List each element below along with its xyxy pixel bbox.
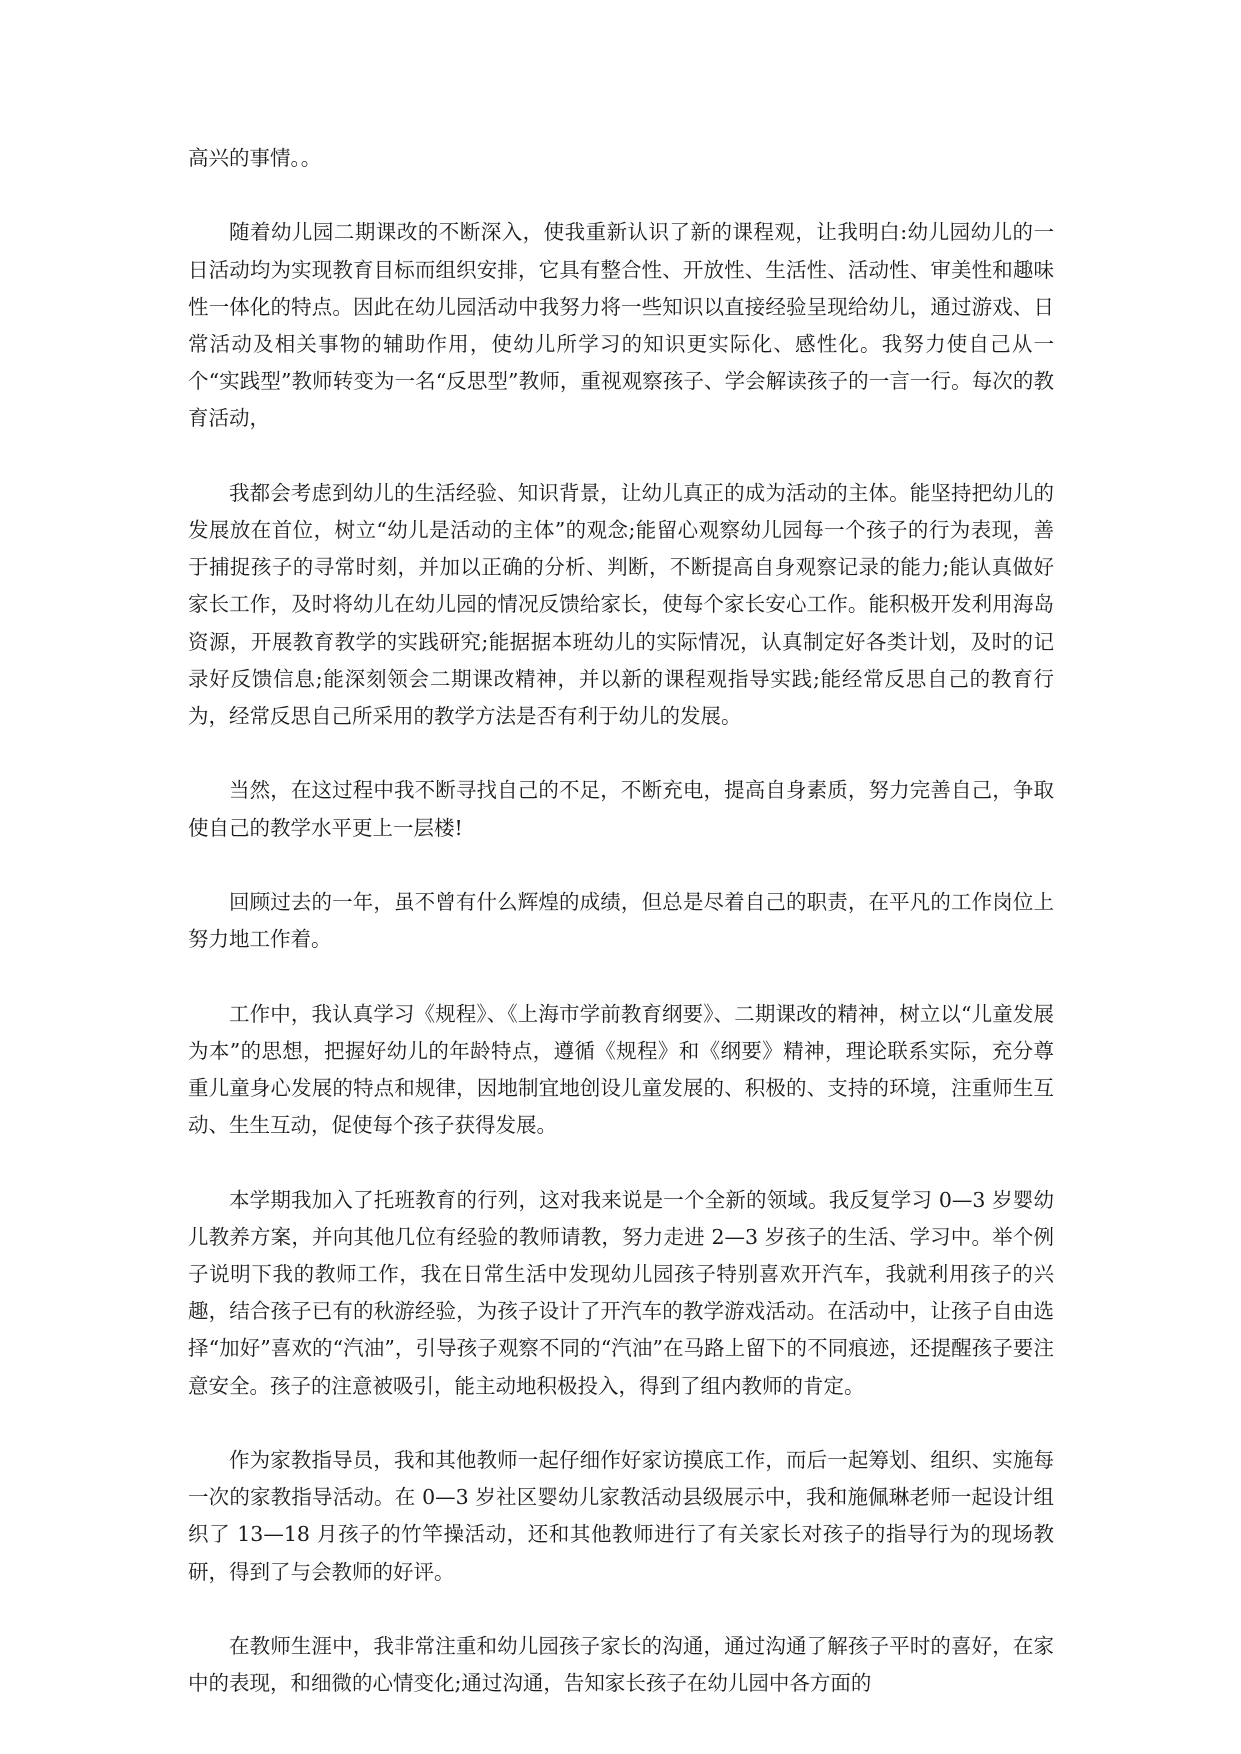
paragraph-self-improvement: 当然，在这过程中我不断寻找自己的不足，不断充电，提高自身素质，努力完善自己，争取使自己的教学水平更上一层楼!: [188, 778, 1054, 840]
paragraph-family-education: 作为家教指导员，我和其他教师一起仔细作好家访摸底工作，而后一起筹划、组织、实施每一次的家教指导活动。在 0—3 岁社区婴幼儿家教活动县级展示中，我和施佩琳老师一起设计组织了 13—18 月孩子的竹竿操活动，还和其他教师进行了有关家长对孩子的指导行为的现场教研，得到了与会教师的好评。: [188, 1448, 1054, 1584]
document-page: [188, 140, 1054, 1702]
paragraph-parent-communication: 在教师生涯中，我非常注重和幼儿园孩子家长的沟通，通过沟通了解孩子平时的喜好，在家中的表现，和细微的心情变化;通过沟通，告知家长孩子在幼儿园中各方面的: [188, 1634, 1054, 1696]
paragraph-study-regulations: 工作中，我认真学习《规程》、《上海市学前教育纲要》、二期课改的精神，树立以“儿童发展为本”的思想，把握好幼儿的年龄特点，遵循《规程》和《纲要》精神，理论联系实际，充分尊重儿童身心发展的特点和规律，因地制宜地创设儿童发展的、积极的、支持的环境，注重师生互动、生生互动，促使每个孩子获得发展。: [188, 1001, 1054, 1138]
paragraph-continuation: 高兴的事情。。: [188, 146, 322, 170]
paragraph-child-subject: 我都会考虑到幼儿的生活经验、知识背景，让幼儿真正的成为活动的主体。能坚持把幼儿的发展放在首位，树立“幼儿是活动的主体”的观念;能留心观察幼儿园每一个孩子的行为表现，善于捕捉孩子的寻常时刻，并加以正确的分析、判断，不断提高自身观察记录的能力;能认真做好家长工作，及时将幼儿在幼儿园的情况反馈给家长，使每个家长安心工作。能积极开发利用海岛资源，开展教育教学的实践研究;能据据本班幼儿的实际情况，认真制定好各类计划，及时的记录好反馈信息;能深刻领会二期课改精神，并以新的课程观指导实践;能经常反思自己的教育行为，经常反思自己所采用的教学方法是否有利于幼儿的发展。: [188, 480, 1054, 729]
paragraph-curriculum-reform: 随着幼儿园二期课改的不断深入，使我重新认识了新的课程观，让我明白:幼儿园幼儿的一日活动均为实现教育目标而组织安排，它具有整合性、开放性、生活性、活动性、审美性和趣味性一体化的特点。因此在幼儿园活动中我努力将一些知识以直接经验呈现给幼儿，通过游戏、日常活动及相关事物的辅助作用，使幼儿所学习的知识更实际化、感性化。我努力使自己从一个“实践型”教师转变为一名“反思型”教师，重视观察孩子、学会解读孩子的一言一行。每次的教育活动，: [188, 220, 1054, 431]
paragraph-toddler-class: 本学期我加入了托班教育的行列，这对我来说是一个全新的领域。我反复学习 0—3 岁婴幼儿教养方案，并向其他几位有经验的教师请教，努力走进 2—3 岁孩子的生活、学习中。举个例子说明下我的教师工作，我在日常生活中发现幼儿园孩子特别喜欢开汽车，我就利用孩子的兴趣，结合孩子已有的秋游经验，为孩子设计了开汽车的教学游戏活动。在活动中，让孩子自由选择“加好”喜欢的“汽油”，引导孩子观察不同的“汽油”在马路上留下的不同痕迹，还提醒孩子要注意安全。孩子的注意被吸引，能主动地积极投入，得到了组内教师的肯定。: [188, 1187, 1054, 1398]
paragraph-year-review: 回顾过去的一年，虽不曾有什么辉煌的成绩，但总是尽着自己的职责，在平凡的工作岗位上努力地工作着。: [188, 890, 1054, 952]
